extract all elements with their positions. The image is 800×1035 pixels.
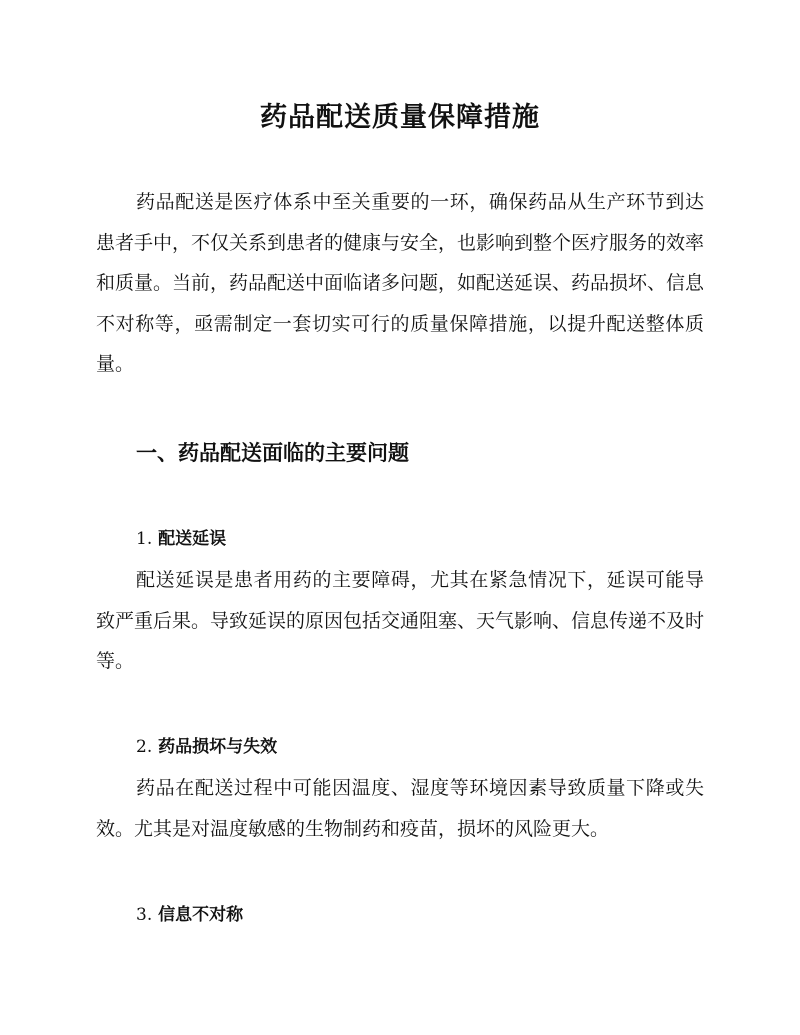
subsection-number: 1. — [136, 529, 153, 549]
subsection-body-2: 药品在配送过程中可能因温度、湿度等环境因素导致质量下降或失效。尤其是对温度敏感的生物制药和疫苗，损坏的风险更大。 — [96, 777, 704, 840]
document-title: 药品配送质量保障措施 — [260, 102, 540, 133]
section-heading: 一、药品配送面临的主要问题 — [136, 441, 409, 465]
subsection-title: 配送延误 — [158, 529, 227, 549]
subsection-number: 2. — [136, 737, 153, 757]
subsection-heading-1 — [136, 525, 226, 553]
subsection-heading-3 — [136, 901, 243, 929]
subsection-title: 药品损坏与失效 — [158, 737, 278, 757]
subsection-body-1: 配送延误是患者用药的主要障碍，尤其在紧急情况下，延误可能导致严重后果。导致延误的原因包括交通阻塞、天气影响、信息传递不及时等。 — [96, 569, 705, 672]
subsection-number: 3. — [136, 905, 153, 925]
subsection-heading-2 — [136, 733, 277, 761]
intro-paragraph: 药品配送是医疗体系中至关重要的一环，确保药品从生产环节到达患者手中，不仅关系到患者的健康与安全，也影响到整个医疗服务的效率和质量。当前，药品配送中面临诸多问题，如配送延误、药品损坏、信息不对称等，亟需制定一套切实可行的质量保障措施，以提升配送整体质量。 — [96, 191, 705, 375]
subsection-title: 信息不对称 — [158, 905, 244, 925]
